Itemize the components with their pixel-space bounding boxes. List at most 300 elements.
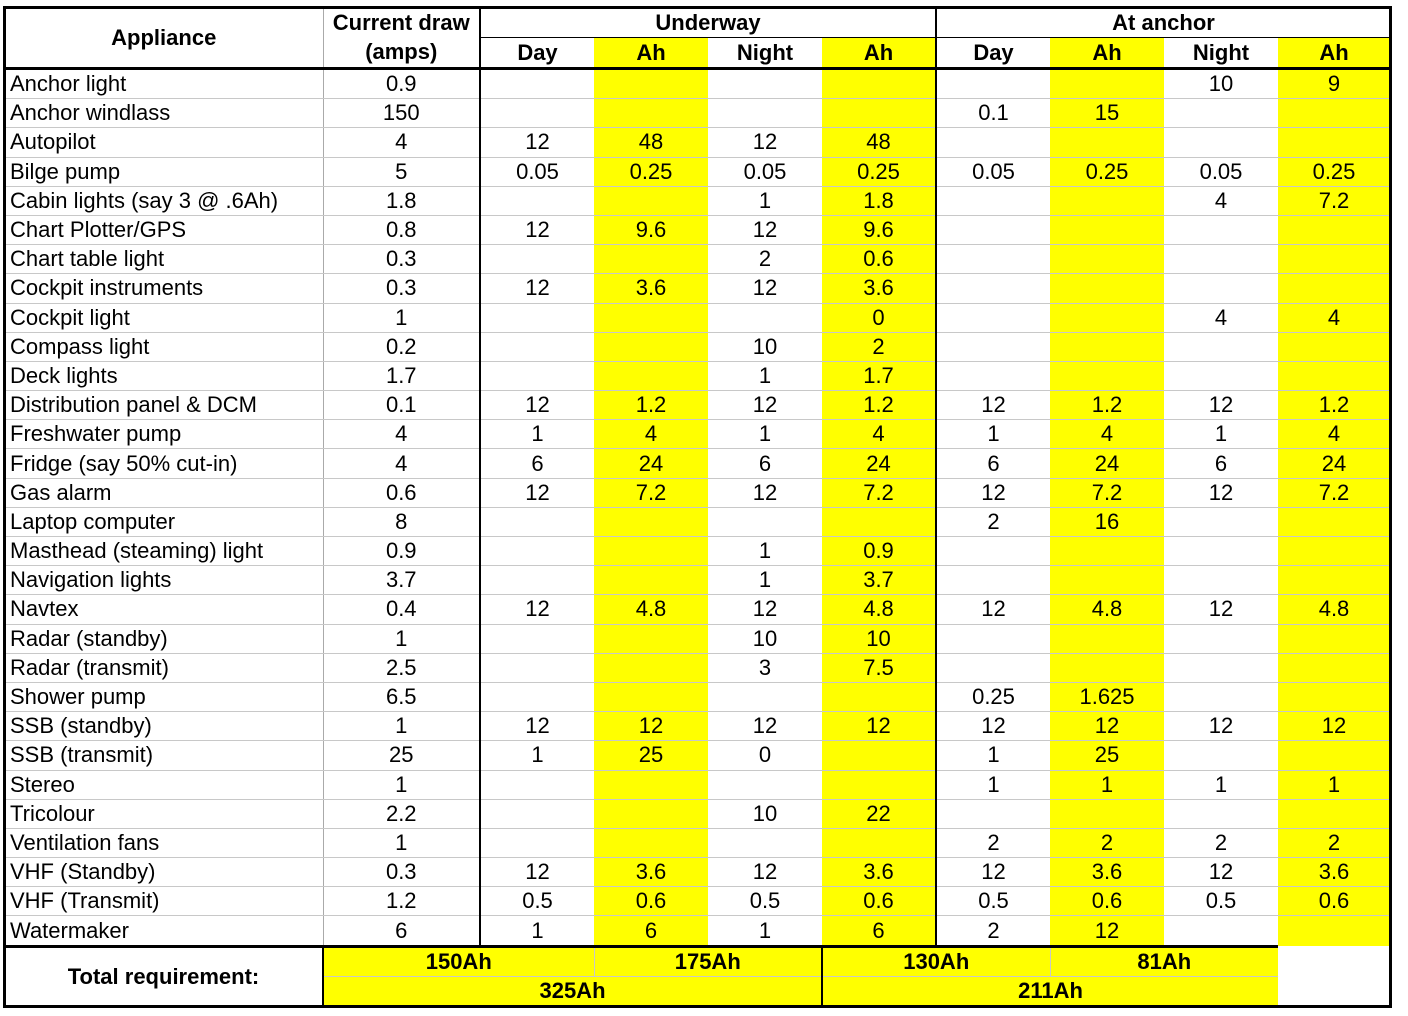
anchor-night-hours-cell xyxy=(1164,99,1278,128)
underway-day-ah-cell xyxy=(594,69,708,99)
anchor-day-hours-cell xyxy=(936,69,1050,99)
current-draw-cell: 25 xyxy=(323,741,480,770)
appliance-name: SSB (transmit) xyxy=(5,741,323,770)
underway-night-hours-cell: 1 xyxy=(708,537,822,566)
appliance-name: Tricolour xyxy=(5,799,323,828)
underway-day-ah-cell: 9.6 xyxy=(594,215,708,244)
underway-day-hours-cell: 12 xyxy=(480,128,594,157)
underway-night-ah-cell: 0.6 xyxy=(822,887,936,916)
current-draw-cell: 1 xyxy=(323,770,480,799)
table-row xyxy=(5,391,1390,420)
underway-night-hours-cell: 0.05 xyxy=(708,157,822,186)
anchor-night-ah-cell xyxy=(1278,245,1390,274)
appliance-name: Watermaker xyxy=(5,916,323,946)
underway-day-hours-cell xyxy=(480,99,594,128)
underway-night-hours-cell: 6 xyxy=(708,449,822,478)
appliance-name: Chart table light xyxy=(5,245,323,274)
anchor-night-hours-cell: 1 xyxy=(1164,770,1278,799)
underway-night-ah-cell: 7.2 xyxy=(822,478,936,507)
underway-night-ah-cell: 12 xyxy=(822,712,936,741)
table-row xyxy=(5,69,1390,99)
anchor-night-hours-cell: 12 xyxy=(1164,712,1278,741)
underway-day-hours-cell: 12 xyxy=(480,215,594,244)
anchor-day-ah-cell xyxy=(1050,186,1164,215)
underway-night-ah-cell: 3.6 xyxy=(822,858,936,887)
anchor-day-hours-cell: 0.05 xyxy=(936,157,1050,186)
appliance-name: Deck lights xyxy=(5,361,323,390)
appliance-name: Navtex xyxy=(5,595,323,624)
anchor-day-hours-cell: 2 xyxy=(987,917,1000,943)
anchor-day-hours-cell: 1 xyxy=(936,770,1050,799)
anchor-day-ah-cell: 4 xyxy=(1050,420,1164,449)
appliance-name: Anchor light xyxy=(5,69,323,99)
anchor-day-hours-cell xyxy=(936,799,1050,828)
appliance-name: Radar (transmit) xyxy=(5,653,323,682)
underway-day-ah-cell: 4 xyxy=(594,420,708,449)
underway-night-ah-cell xyxy=(822,507,936,536)
header-underway-night-ah: Ah xyxy=(822,38,936,69)
underway-night-ah-cell: 9.6 xyxy=(822,215,936,244)
underway-day-hours-cell: 12 xyxy=(480,858,594,887)
underway-night-ah-cell: 7.5 xyxy=(822,653,936,682)
current-draw-cell: 0.3 xyxy=(323,858,480,887)
underway-night-ah-cell: 10 xyxy=(822,624,936,653)
table-row xyxy=(5,332,1390,361)
header-anchor-night-ah: Ah xyxy=(1278,38,1390,69)
current-draw-cell: 1 xyxy=(323,624,480,653)
header-underway: Underway xyxy=(480,8,936,38)
header-anchor-day: Day xyxy=(936,38,1050,69)
appliance-name: Autopilot xyxy=(5,128,323,157)
anchor-night-ah-cell: 9 xyxy=(1278,69,1390,99)
underway-night-ah-cell: 4.8 xyxy=(822,595,936,624)
anchor-night-hours-cell: 4 xyxy=(1164,186,1278,215)
anchor-night-hours-cell xyxy=(1164,332,1278,361)
anchor-night-ah-cell xyxy=(1278,274,1390,303)
anchor-day-hours-cell: 12 xyxy=(936,858,1050,887)
table-row xyxy=(5,624,1390,653)
current-draw-cell: 6.5 xyxy=(323,682,480,711)
appliance-name: Masthead (steaming) light xyxy=(5,537,323,566)
anchor-night-hours-cell: 4 xyxy=(1164,303,1278,332)
header-current-draw: Current draw xyxy=(323,8,480,38)
underway-day-ah-cell xyxy=(594,537,708,566)
header-underway-day: Day xyxy=(480,38,594,69)
underway-night-hours-cell xyxy=(708,303,822,332)
appliance-name: Stereo xyxy=(5,770,323,799)
underway-night-ah-cell xyxy=(822,69,936,99)
anchor-night-hours-cell: 12 xyxy=(1164,478,1278,507)
underway-night-hours-cell: 1 xyxy=(708,186,822,215)
underway-day-ah-cell xyxy=(594,770,708,799)
underway-day-hours-cell xyxy=(480,361,594,390)
anchor-night-hours-cell: 12 xyxy=(1164,595,1278,624)
underway-night-hours-cell: 12 xyxy=(708,478,822,507)
table-row xyxy=(5,507,1390,536)
anchor-night-hours-cell xyxy=(1164,566,1278,595)
anchor-night-ah-cell: 4 xyxy=(1278,420,1390,449)
underway-night-ah-cell: 0 xyxy=(822,303,936,332)
underway-day-hours-cell xyxy=(480,566,594,595)
anchor-night-ah-cell: 2 xyxy=(1278,828,1390,857)
underway-day-ah-cell: 6 xyxy=(594,916,708,946)
anchor-night-hours-cell: 2 xyxy=(1164,828,1278,857)
appliance-name: Ventilation fans xyxy=(5,828,323,857)
underway-night-ah-cell: 1.7 xyxy=(822,361,936,390)
anchor-day-hours-cell xyxy=(936,274,1050,303)
table-row xyxy=(5,99,1390,128)
anchor-day-hours-cell: 0.25 xyxy=(936,682,1050,711)
underway-day-hours-cell: 12 xyxy=(480,274,594,303)
table-header xyxy=(5,8,1390,69)
table-row xyxy=(5,653,1390,682)
underway-day-ah-cell xyxy=(594,332,708,361)
anchor-night-ah-cell: 1 xyxy=(1278,770,1390,799)
underway-day-hours-cell xyxy=(480,770,594,799)
underway-night-ah-cell: 6 xyxy=(822,916,936,946)
table-row xyxy=(5,157,1390,186)
anchor-night-hours-cell xyxy=(1164,361,1278,390)
total-underway-day: 150Ah xyxy=(323,946,594,976)
appliance-name: VHF (Transmit) xyxy=(5,887,323,916)
current-draw-cell: 0.3 xyxy=(323,274,480,303)
current-draw-cell: 4 xyxy=(323,128,480,157)
underway-night-hours-cell: 12 xyxy=(708,274,822,303)
anchor-day-ah-cell: 15 xyxy=(1050,99,1164,128)
current-draw-cell: 0.9 xyxy=(323,537,480,566)
underway-night-hours-cell: 12 xyxy=(708,858,822,887)
underway-day-ah-cell: 1.2 xyxy=(594,391,708,420)
anchor-night-hours-cell: 1 xyxy=(1164,420,1278,449)
anchor-night-ah-cell xyxy=(1278,507,1390,536)
underway-day-ah-cell xyxy=(594,653,708,682)
total-underway-night: 175Ah xyxy=(594,946,822,976)
current-draw-cell: 1.2 xyxy=(323,887,480,916)
power-budget-table xyxy=(5,8,1390,1006)
anchor-day-hours-cell: 2 xyxy=(936,507,1050,536)
underway-day-hours-cell: 12 xyxy=(480,595,594,624)
underway-day-hours-cell xyxy=(480,303,594,332)
anchor-night-ah-cell: 1.2 xyxy=(1278,391,1390,420)
anchor-day-ah-cell xyxy=(1050,332,1164,361)
current-draw-cell: 0.3 xyxy=(323,245,480,274)
current-draw-cell: 6 xyxy=(323,916,480,946)
underway-day-ah-cell: 4.8 xyxy=(594,595,708,624)
underway-day-ah-cell xyxy=(594,507,708,536)
underway-day-ah-cell: 7.2 xyxy=(594,478,708,507)
underway-night-hours-cell xyxy=(708,99,822,128)
anchor-day-ah-cell xyxy=(1050,274,1164,303)
appliance-name: Gas alarm xyxy=(5,478,323,507)
underway-night-hours-cell: 1 xyxy=(758,917,772,943)
underway-night-hours-cell: 0.5 xyxy=(708,887,822,916)
table-row xyxy=(5,274,1390,303)
current-draw-cell: 1.8 xyxy=(323,186,480,215)
anchor-day-hours-cell: 0.1 xyxy=(936,99,1050,128)
anchor-night-ah-cell xyxy=(1278,128,1390,157)
anchor-day-ah-cell: 0.6 xyxy=(1050,887,1164,916)
underway-night-ah-cell: 0.25 xyxy=(822,157,936,186)
anchor-day-ah-cell: 4.8 xyxy=(1050,595,1164,624)
current-draw-cell: 1 xyxy=(323,303,480,332)
underway-day-ah-cell xyxy=(594,99,708,128)
anchor-night-ah-cell xyxy=(1278,215,1390,244)
anchor-night-ah-cell xyxy=(1278,361,1390,390)
table-row xyxy=(5,215,1390,244)
anchor-day-ah-cell xyxy=(1050,653,1164,682)
anchor-day-ah-cell: 16 xyxy=(1050,507,1164,536)
underway-night-hours-cell: 10 xyxy=(708,799,822,828)
anchor-night-hours-cell xyxy=(1164,741,1278,770)
current-draw-cell: 0.1 xyxy=(323,391,480,420)
underway-day-ah-cell xyxy=(594,361,708,390)
anchor-day-ah-cell xyxy=(1050,361,1164,390)
table-row xyxy=(5,682,1390,711)
table-row xyxy=(5,741,1390,770)
underway-day-hours-cell: 0.5 xyxy=(480,887,594,916)
underway-day-hours-cell xyxy=(480,186,594,215)
current-draw-cell: 8 xyxy=(323,507,480,536)
underway-day-hours-cell xyxy=(480,653,594,682)
underway-day-ah-cell xyxy=(594,566,708,595)
total-requirement-label: Total requirement: xyxy=(5,946,323,1006)
anchor-night-ah-cell xyxy=(1278,799,1390,828)
current-draw-cell: 0.6 xyxy=(323,478,480,507)
anchor-night-hours-cell xyxy=(1164,682,1278,711)
underway-day-ah-cell xyxy=(594,799,708,828)
table-row xyxy=(5,303,1390,332)
appliance-name: Freshwater pump xyxy=(5,420,323,449)
anchor-day-ah-cell: 1.2 xyxy=(1050,391,1164,420)
anchor-day-ah-cell: 25 xyxy=(1050,741,1164,770)
table-row xyxy=(5,128,1390,157)
appliance-name: Compass light xyxy=(5,332,323,361)
anchor-day-hours-cell: 12 xyxy=(936,595,1050,624)
anchor-night-ah-cell xyxy=(1278,332,1390,361)
anchor-day-ah-cell: 1 xyxy=(1050,770,1164,799)
anchor-night-hours-cell: 12 xyxy=(1164,391,1278,420)
underway-night-hours-cell: 10 xyxy=(708,624,822,653)
anchor-night-ah-cell xyxy=(1278,99,1390,128)
underway-day-hours-cell xyxy=(480,624,594,653)
underway-day-hours-cell xyxy=(480,537,594,566)
underway-night-hours-cell: 0 xyxy=(708,741,822,770)
underway-night-ah-cell xyxy=(822,741,936,770)
underway-night-hours-cell: 3 xyxy=(708,653,822,682)
underway-day-hours-cell xyxy=(480,682,594,711)
table-row xyxy=(5,595,1390,624)
header-appliance: Appliance xyxy=(5,8,323,69)
anchor-night-hours-cell: 12 xyxy=(1164,858,1278,887)
appliance-name: Shower pump xyxy=(5,682,323,711)
current-draw-cell: 2.5 xyxy=(323,653,480,682)
anchor-night-ah-cell: 0.6 xyxy=(1278,887,1390,916)
table-row xyxy=(5,537,1390,566)
anchor-day-hours-cell: 1 xyxy=(936,741,1050,770)
table-row xyxy=(5,420,1390,449)
underway-day-ah-cell xyxy=(594,245,708,274)
underway-day-ah-cell: 25 xyxy=(594,741,708,770)
underway-day-hours-cell: 6 xyxy=(480,449,594,478)
underway-day-hours-cell: 1 xyxy=(480,741,594,770)
anchor-night-ah-cell xyxy=(1278,624,1390,653)
current-draw-cell: 4 xyxy=(323,420,480,449)
anchor-night-hours-cell xyxy=(1164,799,1278,828)
table-row xyxy=(5,770,1390,799)
underway-night-hours-cell xyxy=(708,507,822,536)
table-row xyxy=(5,887,1390,916)
anchor-day-ah-cell: 24 xyxy=(1050,449,1164,478)
header-at-anchor: At anchor xyxy=(936,8,1390,38)
underway-night-ah-cell: 3.7 xyxy=(822,566,936,595)
underway-day-hours-cell: 1 xyxy=(480,420,594,449)
table-row xyxy=(5,799,1390,828)
anchor-day-ah-cell xyxy=(1050,799,1164,828)
anchor-night-hours-cell xyxy=(1164,653,1278,682)
current-draw-cell: 1.7 xyxy=(323,361,480,390)
anchor-day-ah-cell xyxy=(1050,624,1164,653)
anchor-night-ah-cell: 3.6 xyxy=(1278,858,1390,887)
underway-night-ah-cell: 1.2 xyxy=(822,391,936,420)
underway-day-hours-cell xyxy=(480,507,594,536)
current-draw-cell: 4 xyxy=(323,449,480,478)
appliance-name: Cabin lights (say 3 @ .6Ah) xyxy=(5,186,323,215)
anchor-day-hours-cell xyxy=(936,624,1050,653)
anchor-night-hours-cell xyxy=(1164,624,1278,653)
underway-night-ah-cell: 22 xyxy=(822,799,936,828)
current-draw-cell: 150 xyxy=(323,99,480,128)
underway-night-ah-cell: 24 xyxy=(822,449,936,478)
anchor-night-ah-cell xyxy=(1278,741,1390,770)
anchor-day-ah-cell: 3.6 xyxy=(1050,858,1164,887)
underway-night-hours-cell: 1 xyxy=(708,566,822,595)
anchor-day-hours-cell: 1 xyxy=(936,420,1050,449)
anchor-night-ah-cell: 24 xyxy=(1278,449,1390,478)
appliance-name: Chart Plotter/GPS xyxy=(5,215,323,244)
underway-day-ah-cell: 3.6 xyxy=(594,274,708,303)
table-row xyxy=(5,361,1390,390)
underway-day-hours-cell xyxy=(480,245,594,274)
table-row xyxy=(5,828,1390,857)
underway-day-hours-cell xyxy=(480,332,594,361)
anchor-night-hours-cell: 0.05 xyxy=(1164,157,1278,186)
anchor-day-hours-cell xyxy=(936,128,1050,157)
anchor-day-hours-cell xyxy=(936,537,1050,566)
anchor-day-hours-cell: 12 xyxy=(936,712,1050,741)
header-underway-day-ah: Ah xyxy=(594,38,708,69)
table-row xyxy=(5,245,1390,274)
appliance-name: Fridge (say 50% cut-in) xyxy=(5,449,323,478)
underway-day-hours-cell: 12 xyxy=(480,478,594,507)
appliance-name: Laptop computer xyxy=(5,507,323,536)
anchor-night-hours-cell xyxy=(1164,215,1278,244)
anchor-night-ah-cell xyxy=(1278,537,1390,566)
total-underway: 325Ah xyxy=(323,976,822,1006)
underway-night-ah-cell: 0.9 xyxy=(822,537,936,566)
underway-day-ah-cell xyxy=(594,303,708,332)
underway-night-ah-cell xyxy=(822,682,936,711)
underway-night-ah-cell: 4 xyxy=(822,420,936,449)
total-anchor-day: 130Ah xyxy=(822,946,1050,976)
appliance-name: Anchor windlass xyxy=(5,99,323,128)
anchor-day-hours-cell xyxy=(936,566,1050,595)
underway-night-hours-cell: 12 xyxy=(708,391,822,420)
underway-night-ah-cell xyxy=(822,99,936,128)
anchor-day-hours-cell: 12 xyxy=(936,478,1050,507)
current-draw-cell: 1 xyxy=(323,828,480,857)
underway-day-ah-cell: 24 xyxy=(594,449,708,478)
anchor-night-ah-cell xyxy=(1278,653,1390,682)
table-row xyxy=(5,186,1390,215)
total-at-anchor: 211Ah xyxy=(822,976,1278,1006)
header-underway-night: Night xyxy=(708,38,822,69)
appliance-name: VHF (Standby) xyxy=(5,858,323,887)
underway-night-ah-cell xyxy=(822,770,936,799)
table-row xyxy=(5,712,1390,741)
underway-night-hours-cell: 1 xyxy=(708,361,822,390)
underway-day-hours-cell: 12 xyxy=(480,712,594,741)
anchor-day-ah-cell xyxy=(1050,245,1164,274)
anchor-day-hours-cell xyxy=(936,653,1050,682)
current-draw-cell: 5 xyxy=(323,157,480,186)
anchor-night-ah-cell xyxy=(1278,916,1390,946)
table-row xyxy=(5,478,1390,507)
anchor-day-hours-cell xyxy=(936,215,1050,244)
table-row xyxy=(5,566,1390,595)
underway-day-ah-cell xyxy=(594,186,708,215)
table-body xyxy=(5,69,1390,947)
anchor-day-ah-cell: 1.625 xyxy=(1050,682,1164,711)
underway-night-ah-cell: 3.6 xyxy=(822,274,936,303)
header-anchor-night: Night xyxy=(1164,38,1278,69)
underway-night-ah-cell: 48 xyxy=(822,128,936,157)
table-row xyxy=(5,916,1390,946)
anchor-day-ah-cell: 7.2 xyxy=(1050,478,1164,507)
underway-day-hours-cell xyxy=(480,799,594,828)
anchor-night-ah-cell: 0.25 xyxy=(1278,157,1390,186)
anchor-day-hours-cell: 6 xyxy=(936,449,1050,478)
appliance-name: Cockpit light xyxy=(5,303,323,332)
anchor-day-hours-cell xyxy=(936,361,1050,390)
current-draw-cell: 2.2 xyxy=(323,799,480,828)
anchor-day-hours-cell xyxy=(936,245,1050,274)
anchor-day-ah-cell: 0.25 xyxy=(1050,157,1164,186)
anchor-day-ah-cell xyxy=(1050,215,1164,244)
anchor-day-ah-cell: 2 xyxy=(1050,828,1164,857)
anchor-night-ah-cell: 7.2 xyxy=(1278,186,1390,215)
anchor-day-hours-cell: 0.5 xyxy=(936,887,1050,916)
anchor-day-ah-cell xyxy=(1050,69,1164,99)
underway-night-ah-cell: 1.8 xyxy=(822,186,936,215)
underway-night-hours-cell xyxy=(708,770,822,799)
underway-night-hours-cell xyxy=(708,828,822,857)
anchor-night-hours-cell xyxy=(1164,916,1278,946)
underway-night-ah-cell xyxy=(822,828,936,857)
underway-night-hours-cell xyxy=(708,69,822,99)
anchor-night-ah-cell: 4.8 xyxy=(1278,595,1390,624)
underway-night-hours-cell xyxy=(708,682,822,711)
underway-night-ah-cell: 2 xyxy=(822,332,936,361)
anchor-night-ah-cell: 7.2 xyxy=(1278,478,1390,507)
underway-day-ah-cell: 0.6 xyxy=(594,887,708,916)
anchor-day-hours-cell: 12 xyxy=(936,391,1050,420)
current-draw-cell: 0.9 xyxy=(323,69,480,99)
anchor-day-ah-cell xyxy=(1050,128,1164,157)
header-anchor-day-ah: Ah xyxy=(1050,38,1164,69)
underway-night-hours-cell: 12 xyxy=(708,595,822,624)
anchor-day-ah-cell: 12 xyxy=(1050,712,1164,741)
anchor-night-ah-cell xyxy=(1278,566,1390,595)
